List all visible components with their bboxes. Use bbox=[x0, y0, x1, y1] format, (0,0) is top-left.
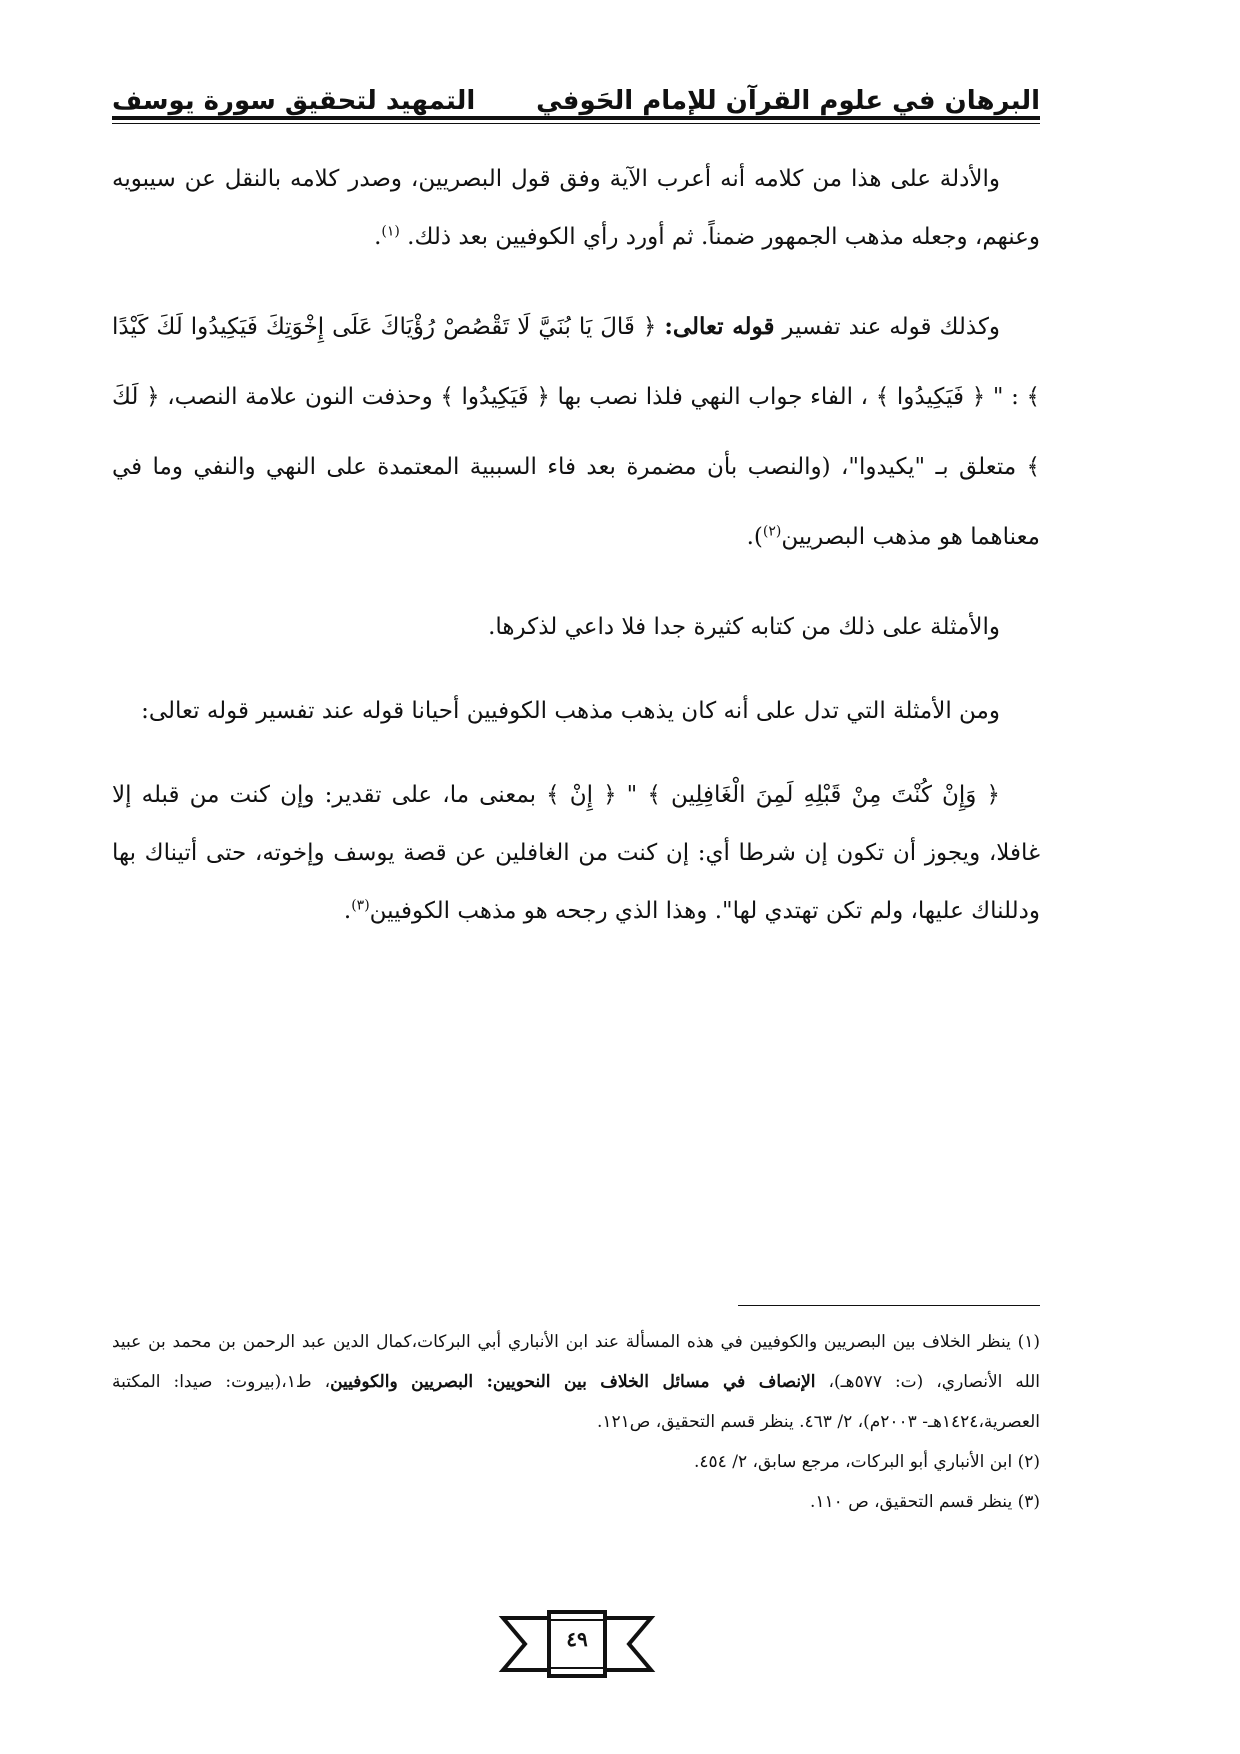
paragraph-4: ومن الأمثلة التي تدل على أنه كان يذهب مذهب الكوفيين أحيانا قوله عند تفسير قوله تعالى: bbox=[141, 698, 1000, 724]
footnote-1-text-1: (١) ينظر الخلاف بين البصريين والكوفيين في هذه المسألة عند ابن الأنباري أبي البركات،كمال الدين عبد الرحمن بن محمد بن عبيد الله الأنصاري، (ت: ٥٧٧هـ)، bbox=[112, 1332, 1041, 1392]
paragraph-2-text-2: : " ﴿ فَيَكِيدُوا ﴾ ، الفاء جواب النهي فلذا نصب بها ﴿ فَيَكِيدُوا ﴾ وحذفت النون علامة النصب، ﴿ لَكَ ﴾ متعلق بـ "يكيدوا"، (والنصب بأن مضمرة بعد فاء السببية المعتمدة على النهي والنفي وما في معناهما هو مذهب البصريين bbox=[112, 384, 1040, 550]
paragraph-2-bold: قوله تعالى: bbox=[664, 313, 775, 340]
header-rule bbox=[112, 116, 1040, 120]
header-rule-secondary bbox=[112, 123, 1040, 124]
footnote-separator bbox=[738, 1305, 1040, 1306]
footnote-ref-2[interactable]: (٢) bbox=[762, 523, 782, 540]
section-title: التمهيد لتحقيق سورة يوسف bbox=[112, 86, 476, 116]
paragraph-2-text-1: وكذلك قوله عند تفسير bbox=[774, 314, 1001, 340]
footnote-1-text-2: ، ط١،(بيروت: صيدا: المكتبة العصرية،١٤٢٤هـ- ٢٠٠٣م)، ٢/ ٤٦٣. ينظر قسم التحقيق، ص١٢١. bbox=[112, 1372, 1040, 1432]
footnotes bbox=[112, 1322, 1040, 1522]
paragraph-5-text-1: " ﴿ إِنْ ﴾ بمعنى ما، على تقدير: وإن كنت من قبله إلا غافلا، ويجوز أن تكون إن شرطا أي: إن كنت من الغافلين عن قصة يوسف وإخوته، حتى أتيناك بها ودللناك عليها، ولم تكن تهتدي لها". وهذا الذي رجحه هو مذهب الكوفيين bbox=[112, 782, 1040, 924]
main-text bbox=[112, 150, 1040, 966]
page-number-ornament bbox=[497, 1608, 657, 1680]
page-number: ٤٩ bbox=[566, 1627, 588, 1651]
paragraph-1: والأدلة على هذا من كلامه أنه أعرب الآية وفق قول البصريين، وصدر كلامه بالنقل عن سيبويه وعنهم، وجعله مذهب الجمهور ضمناً. ثم أورد رأي الكوفيين بعد ذلك. $^{(١)}$. bbox=[112, 166, 1040, 250]
footnote-3: (٣) ينظر قسم التحقيق، ص ١١٠. bbox=[810, 1492, 1040, 1512]
quran-verse-2: ﴿ وَإِنْ كُنْتَ مِنْ قَبْلِهِ لَمِنَ الْغَافِلِين ﴾ bbox=[647, 782, 1000, 808]
paragraph-2-text-3: ). bbox=[746, 524, 763, 550]
book-title: البرهان في علوم القرآن للإمام الحَوفي bbox=[536, 86, 1040, 116]
footnote-ref-3[interactable]: (٣) bbox=[351, 897, 370, 914]
paragraph-3: والأمثلة على ذلك من كتابه كثيرة جدا فلا داعي لذكرها. bbox=[488, 614, 1000, 640]
paragraph-5 bbox=[112, 766, 1040, 940]
paragraph-2 bbox=[112, 292, 1040, 572]
paragraph-5-text-2: . bbox=[343, 898, 352, 924]
paragraph-1-text: والأدلة على هذا من كلامه أنه أعرب الآية وفق قول البصريين، وصدر كلامه بالنقل عن سيبويه وعنهم، وجعله مذهب الجمهور ضمناً. ثم أورد رأي الكوفيين بعد ذلك. bbox=[112, 166, 1040, 250]
footnote-2: (٢) ابن الأنباري أبو البركات، مرجع سابق، ٢/ ٤٥٤. bbox=[694, 1452, 1040, 1472]
footnote-1 bbox=[112, 1322, 1040, 1442]
quran-verse-1: ﴿ قَالَ يَا بُنَيَّ لَا تَقْصُصْ رُؤْيَاكَ عَلَى إِخْوَتِكَ فَيَكِيدُوا لَكَ كَيْدًا ﴾ bbox=[112, 314, 1040, 410]
footnote-1-book-title: الإنصاف في مسائل الخلاف بين النحويين: البصريين والكوفيين bbox=[330, 1372, 816, 1392]
footnote-ref-1[interactable]: (١) bbox=[381, 223, 400, 240]
running-header bbox=[112, 66, 1040, 116]
